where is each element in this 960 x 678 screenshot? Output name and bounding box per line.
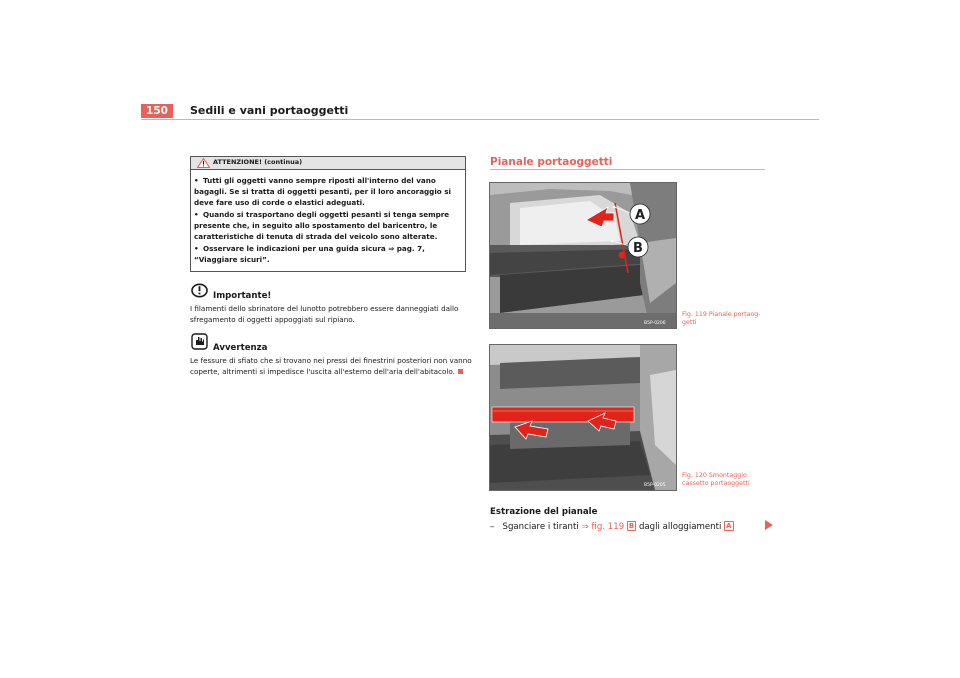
caption-line: Fig. 120 Smontaggio: [682, 472, 747, 479]
cross-ref-arrow: ⇒: [581, 522, 589, 532]
warning-item: [194, 209, 466, 242]
bullet: •: [194, 176, 199, 185]
callout-b-label: B: [633, 241, 643, 256]
warning-item: [194, 175, 466, 208]
section-rule: [490, 169, 765, 170]
section-title: Pianale portaoggetti: [490, 156, 613, 168]
next-page-arrow-icon: [765, 520, 773, 530]
important-title: Importante!: [213, 291, 272, 301]
subheading: Estrazione del pianale: [490, 507, 598, 517]
important-exclamation-icon: [191, 283, 208, 298]
header-rule: [141, 119, 819, 120]
warning-triangle-icon: [197, 158, 210, 168]
step-text: Sganciare i tiranti: [502, 522, 582, 532]
warning-title: ATTENZIONE! (continua): [213, 158, 303, 166]
note-body: [190, 355, 475, 377]
figure-119-luggage-shelf: [489, 182, 677, 329]
note-hand-icon: [191, 333, 208, 350]
note-text: Le fessure di sfiato che si trovano nei pressi dei finestrini posteriori non vanno coperte, altrimenti si impedisce l'uscita all'esterno dell'aria dell'abitacolo.: [190, 356, 472, 376]
page-title: Sedili e vani portaoggetti: [190, 104, 349, 117]
warning-body: [194, 175, 466, 266]
end-of-section-marker: [458, 369, 463, 374]
warning-box: [190, 156, 466, 272]
page-number: 150: [141, 104, 173, 118]
bullet: •: [194, 210, 199, 219]
note-title: Avvertenza: [213, 343, 268, 353]
warning-item-text: Osservare le indicazioni per una guida sicura ⇒ pag. 7, “Viaggiare sicuri”.: [194, 244, 425, 264]
caption-line: Fig. 119 Pianale portaog-: [682, 311, 761, 318]
warning-item: [194, 243, 466, 265]
warning-item-text: Quando si trasportano degli oggetti pesanti si tenga sempre presente che, in seguito allo spostamento del baricentro, le caratteristiche di tenuta di strada del veicolo sono alterate.: [194, 210, 450, 241]
warning-header: [191, 157, 465, 170]
important-text: I filamenti dello sbrinatore del lunotto potrebbero essere danneggiati dallo sfregamento di oggetti appoggiati sul ripiano.: [190, 304, 459, 324]
step-dash: –: [490, 522, 495, 532]
figure-code: B5P-0206: [644, 321, 666, 326]
callout-b-badge: B: [628, 522, 635, 530]
warning-item-text: Tutti gli oggetti vanno sempre riposti all'interno del vano bagagli. Se si tratta di oggetti pesanti, per il loro ancoraggio si deve fare uso di corde o elastici adeguati.: [194, 176, 451, 207]
figure-119-link[interactable]: fig. 119: [591, 522, 625, 532]
figure-120-storage-box-removal: [489, 344, 677, 491]
figure-119-caption: [682, 311, 761, 327]
callout-a-badge: A: [726, 522, 732, 530]
figure-code: B5P-0205: [644, 483, 666, 488]
caption-line: getti: [682, 319, 697, 326]
instruction-step: [490, 521, 734, 532]
caption-line: cassetto portaoggetti: [682, 480, 750, 487]
figure-120-caption: [682, 472, 750, 488]
callout-a-label: A: [634, 208, 646, 223]
bullet: •: [194, 244, 199, 253]
step-text: dagli alloggiamenti: [636, 522, 725, 532]
